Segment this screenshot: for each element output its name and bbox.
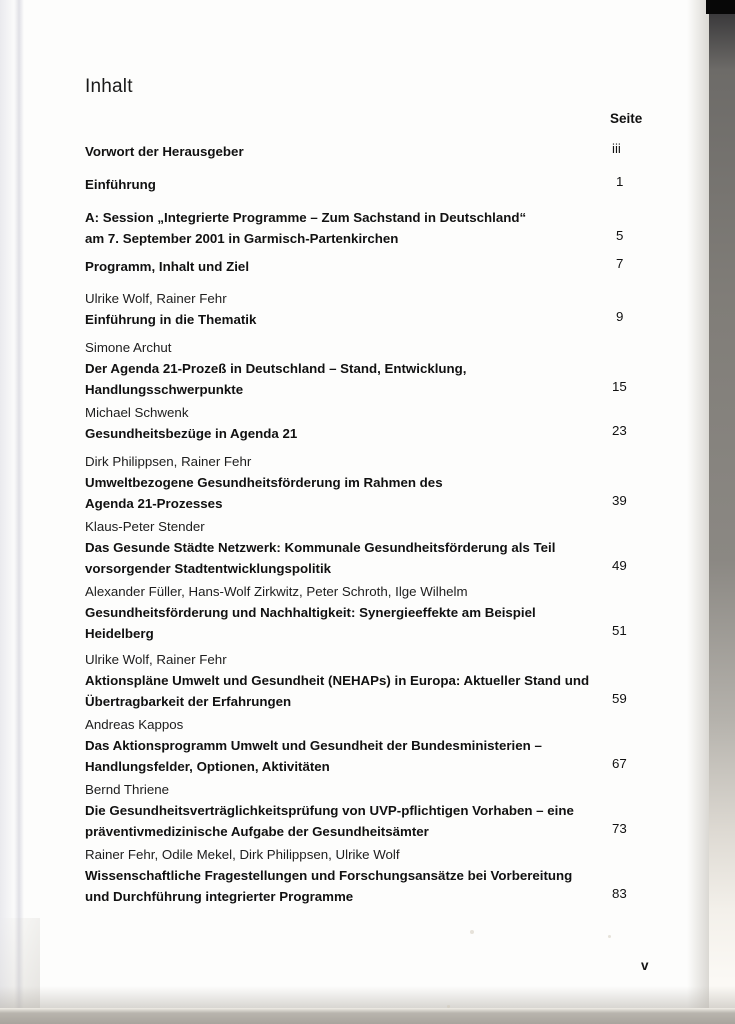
toc-entry[interactable] (85, 715, 645, 777)
toc-entry-authors: Alexander Füller, Hans-Wolf Zirkwitz, Peter Schroth, Ilge Wilhelm (85, 584, 468, 599)
toc-entry-page-number: 15 (612, 379, 627, 394)
toc-entry-title-text: Umweltbezogene Gesundheitsförderung im Rahmen des (85, 475, 443, 490)
toc-entry-title-text: Der Agenda 21-Prozeß in Deutschland – Stand, Entwicklung, (85, 361, 467, 376)
toc-entry-page-number: 23 (612, 423, 627, 438)
toc-entry-title-line (85, 821, 645, 842)
toc-entry-page-number: 67 (612, 756, 627, 771)
toc-entry[interactable] (85, 650, 645, 712)
toc-entry-title-text: präventivmedizinische Aufgabe der Gesundheitsämter (85, 824, 429, 839)
toc-entry-title-text: Die Gesundheitsverträglichkeitsprüfung von UVP-pflichtigen Vorhaben – eine (85, 803, 574, 818)
toc-entry[interactable] (85, 338, 645, 400)
leader-dots (403, 240, 641, 241)
leader-dots (227, 505, 641, 506)
toc-entry-title-text: Heidelberg (85, 626, 154, 641)
page-column-header: Seite (610, 111, 643, 126)
toc-entry[interactable] (85, 452, 645, 514)
toc-entry[interactable] (85, 207, 645, 249)
toc-entry-page-number: 39 (612, 493, 627, 508)
toc-entry-title-text: Übertragbarkeit der Erfahrungen (85, 694, 292, 709)
toc-entry-page-number: 59 (612, 691, 627, 706)
toc-entry-page-number: 73 (612, 821, 627, 836)
toc-entry-title-text: vorsorgender Stadtentwicklungspolitik (85, 561, 332, 576)
toc-entry[interactable] (85, 174, 645, 195)
toc-entry-title-line (85, 207, 645, 228)
leader-dots (254, 268, 641, 269)
toc-entry-page-number: 1 (616, 174, 624, 189)
toc-entry-title-text: Vorwort der Herausgeber (85, 144, 244, 159)
toc-entry-title-text: Handlungsfelder, Optionen, Aktivitäten (85, 759, 330, 774)
toc-entry-title-line (85, 865, 645, 886)
toc-entry-title-text: Handlungsschwerpunkte (85, 382, 244, 397)
toc-entry-page-number: iii (612, 141, 621, 156)
leader-dots (336, 570, 641, 571)
toc-entry-page-number: 49 (612, 558, 627, 573)
toc-entry-title-text: Das Gesunde Städte Netzwerk: Kommunale Gesundheitsförderung als Teil (85, 540, 556, 555)
leader-dots (335, 768, 641, 769)
toc-entry-title-text: Gesundheitsbezüge in Agenda 21 (85, 426, 298, 441)
toc-entry-title-line (85, 493, 645, 514)
toc-entry-authors: Michael Schwenk (85, 405, 189, 420)
toc-entry[interactable] (85, 517, 645, 579)
toc-entry-authors: Bernd Thriene (85, 782, 170, 797)
toc-entry-title-text: und Durchführung integrierter Programme (85, 889, 354, 904)
toc-entry[interactable] (85, 582, 645, 644)
toc-entry-page-number: 51 (612, 623, 627, 638)
toc-entry-authors: Klaus-Peter Stender (85, 519, 205, 534)
toc-entry-title-line (85, 174, 645, 195)
toc-entry-title-text: Das Aktionsprogramm Umwelt und Gesundheit der Bundesministerien – (85, 738, 542, 753)
toc-entry-title-text: Aktionspläne Umwelt und Gesundheit (NEHAPs) in Europa: Aktueller Stand und (85, 673, 590, 688)
toc-entry-title-text: Agenda 21-Prozesses (85, 496, 223, 511)
toc-entry[interactable] (85, 141, 645, 162)
toc-entry-title-line (85, 602, 645, 623)
toc-entry-title-line (85, 623, 645, 644)
leader-dots (302, 435, 641, 436)
toc-entry[interactable] (85, 845, 645, 907)
leader-dots (161, 186, 641, 187)
toc-entry-title-line (85, 379, 645, 400)
folio-page-number: v (641, 958, 649, 973)
toc-entry-title-line (85, 800, 645, 821)
toc-entry-title-line (85, 472, 645, 493)
leader-dots (248, 391, 641, 392)
toc-entry-title-text: Programm, Inhalt und Ziel (85, 259, 250, 274)
toc-entry-page-number: 7 (616, 256, 624, 271)
toc-entry-title-line (85, 537, 645, 558)
toc-entry-page-number: 5 (616, 228, 624, 243)
toc-entry[interactable] (85, 256, 645, 277)
toc-entry-title-text: Einführung (85, 177, 156, 192)
toc-entry-authors: Ulrike Wolf, Rainer Fehr (85, 652, 227, 667)
page-title: Inhalt (85, 76, 133, 97)
toc-entry-title-line (85, 670, 645, 691)
toc-entry-title-line (85, 309, 645, 330)
leader-dots (159, 635, 641, 636)
toc-entry-title-line (85, 256, 645, 277)
toc-entry-title-line (85, 756, 645, 777)
toc-entry-title-text: am 7. September 2001 in Garmisch-Partenkirchen (85, 231, 399, 246)
toc-entry-title-line (85, 358, 645, 379)
leader-dots (296, 703, 641, 704)
toc-entry-title-line (85, 735, 645, 756)
toc-entry-authors: Andreas Kappos (85, 717, 184, 732)
toc-entry-title-text: A: Session „Integrierte Programme – Zum Sachstand in Deutschland“ (85, 210, 527, 225)
toc-entry-title-line (85, 423, 645, 444)
toc-entry-title-text: Wissenschaftliche Fragestellungen und Forschungsansätze bei Vorbereitung (85, 868, 573, 883)
toc-entry-title-text: Einführung in die Thematik (85, 312, 257, 327)
toc-entry-page-number: 83 (612, 886, 627, 901)
leader-dots (434, 833, 641, 834)
toc-entry[interactable] (85, 403, 645, 444)
toc-entry[interactable] (85, 780, 645, 842)
leader-dots (261, 321, 641, 322)
toc-entry-page-number: 9 (616, 309, 624, 324)
toc-entry-title-text: Gesundheitsförderung und Nachhaltigkeit: Synergieeffekte am Beispiel (85, 605, 536, 620)
toc-entry-title-line (85, 141, 645, 162)
leader-dots (358, 898, 641, 899)
toc-entry-authors: Simone Archut (85, 340, 172, 355)
toc-entry-title-line (85, 558, 645, 579)
toc-entry-title-line (85, 228, 645, 249)
toc-entry-title-line (85, 691, 645, 712)
toc-entry-authors: Ulrike Wolf, Rainer Fehr (85, 291, 227, 306)
toc-entry-title-line (85, 886, 645, 907)
toc-entry[interactable] (85, 289, 645, 330)
toc-entry-authors: Dirk Philippsen, Rainer Fehr (85, 454, 252, 469)
leader-dots (249, 153, 641, 154)
toc-entry-authors: Rainer Fehr, Odile Mekel, Dirk Philippsen, Ulrike Wolf (85, 847, 400, 862)
